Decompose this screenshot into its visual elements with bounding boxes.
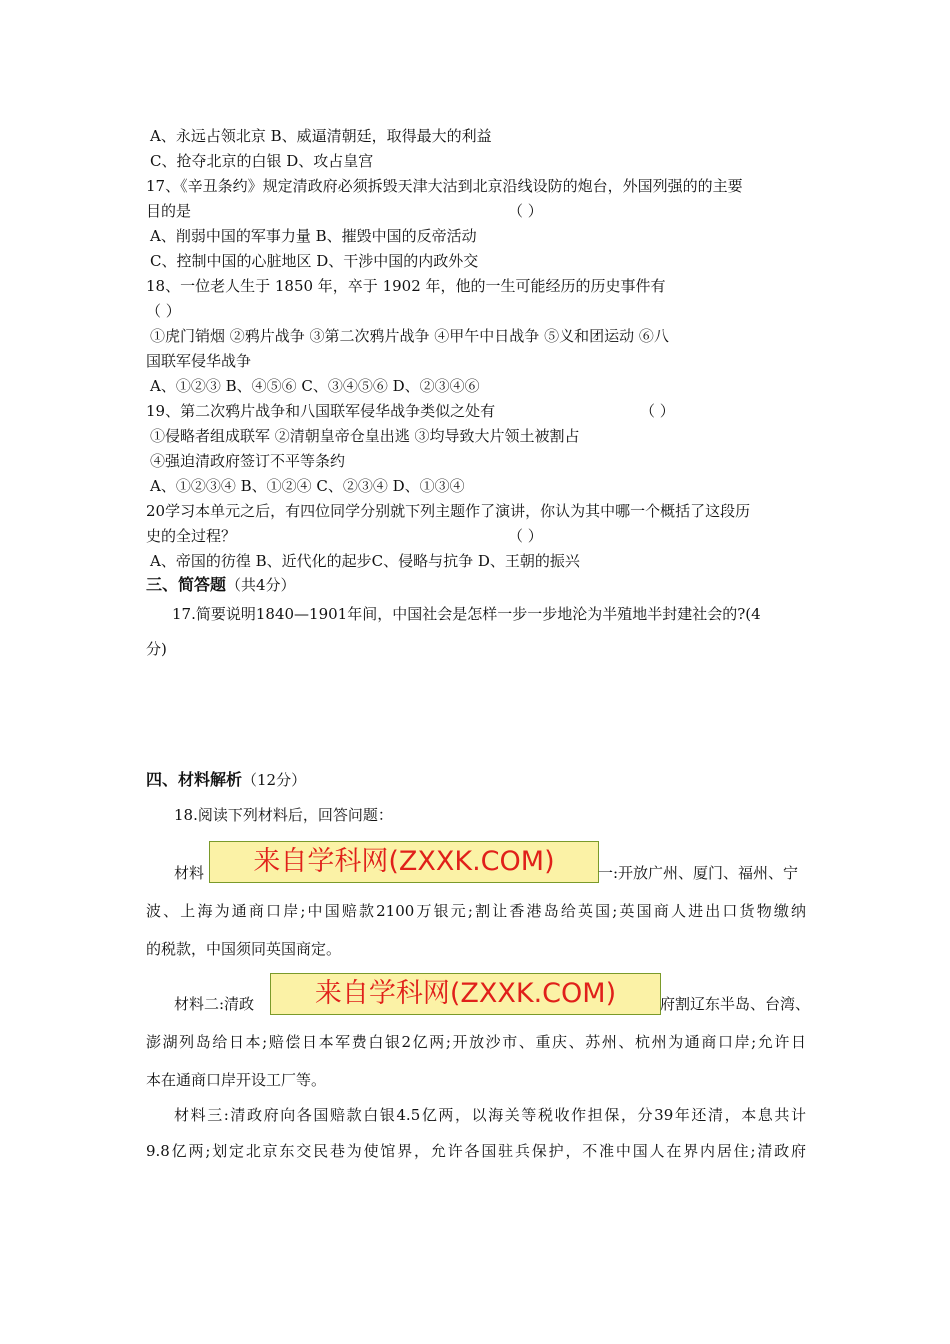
material2-line1-rest: 府割辽东半岛、台湾、 [660,995,811,1013]
q19-answer-paren: （ ） [640,402,675,420]
section4-title: 四、材料解析 [146,770,243,789]
section3-question-line2: 分) [146,640,167,658]
material3-line2: 9.8亿两;划定北京东交民巷为使馆界，允许各国驻兵保护，不准中国人在界内居住;清政府 [146,1142,806,1160]
q17-answer-paren: （ ） [508,202,543,220]
section4-intro: 18.阅读下列材料后，回答问题： [174,806,393,824]
material3-line1: 材料三:清政府向各国赔款白银4.5亿两，以海关等税收作担保，分39年还清，本息共计 [174,1106,806,1124]
q18-items-line1: ①虎门销烟 ②鸦片战争 ③第二次鸦片战争 ④甲午中日战争 ⑤义和团运动 ⑥八 [150,327,669,345]
material1-line3: 的税款，中国须同英国商定。 [146,940,342,958]
q19-options: A、①②③④ B、①②④ C、②③④ D、①③④ [150,477,465,495]
q16-options-line2: C、抢夺北京的白银 D、攻占皇宫 [150,152,374,170]
section3-score: （共4分） [226,576,296,594]
q20-options: A、帝国的彷徨 B、近代化的起步C、侵略与抗争 D、王朝的振兴 [150,552,580,570]
section3-title: 三、简答题 [146,575,227,594]
q18-answer-paren: （ ） [146,302,181,320]
q17-stem-line1: 17、《辛丑条约》规定清政府必须拆毁天津大沽到北京沿线设防的炮台，外国列强的的主要 [146,177,743,195]
q20-answer-paren: （ ） [508,527,543,545]
q17-options-line1: A、削弱中国的军事力量 B、摧毁中国的反帝活动 [150,227,477,245]
q18-options: A、①②③ B、④⑤⑥ C、③④⑤⑥ D、②③④⑥ [150,377,480,395]
q19-stem: 19、第二次鸦片战争和八国联军侵华战争类似之处有 [146,402,496,420]
material2-prefix: 材料二:清政 [174,995,255,1013]
watermark-banner-2: 来自学科网(ZXXK.COM) [270,973,661,1015]
section3-question-line1: 17.简要说明1840—1901年间，中国社会是怎样一步一步地沦为半殖地半封建社会的?(4 [172,605,761,623]
material1-prefix: 材料 [174,864,205,882]
q20-stem-line1: 20学习本单元之后，有四位同学分别就下列主题作了演讲，你认为其中哪一个概括了这段历 [146,502,751,520]
watermark-banner-1: 来自学科网(ZXXK.COM) [209,841,599,883]
q19-items-line1: ①侵略者组成联军 ②清朝皇帝仓皇出逃 ③均导致大片领土被割占 [150,427,580,445]
section4-score: （12分） [242,771,307,789]
q17-options-line2: C、控制中国的心脏地区 D、干涉中国的内政外交 [150,252,479,270]
section3-heading [146,575,296,595]
material2-line2: 澎湖列岛给日本;赔偿日本军费白银2亿两;开放沙市、重庆、苏州、杭州为通商口岸;允许日 [146,1033,806,1051]
q17-stem-line2: 目的是 [146,202,192,220]
q20-stem-line2: 史的全过程？ [146,527,237,545]
material1-line2: 波、上海为通商口岸;中国赔款2100万银元;割让香港岛给英国;英国商人进出口货物缴纳 [146,902,806,920]
q16-options-line1: A、永远占领北京 B、威逼清朝廷，取得最大的利益 [150,127,492,145]
q19-items-line2: ④强迫清政府签订不平等条约 [150,452,346,470]
q18-items-line2: 国联军侵华战争 [146,352,252,370]
material2-line3: 本在通商口岸开设工厂等。 [146,1071,327,1089]
q18-stem-line1: 18、一位老人生于 1850 年，卒于 1902 年，他的一生可能经历的历史事件有 [146,277,666,295]
material1-line1-rest: 一:开放广州、厦门、福州、宁 [598,864,799,882]
section4-heading [146,770,306,790]
